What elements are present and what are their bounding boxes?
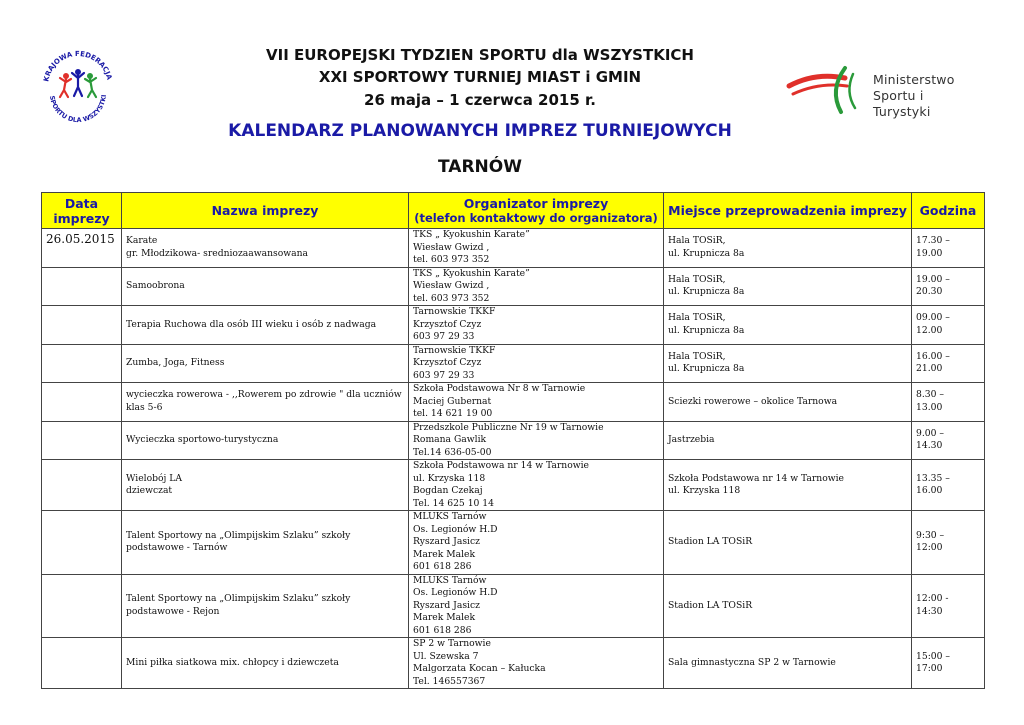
cell-place: Stadion LA TOSiR [664, 511, 912, 575]
table-row [42, 306, 985, 345]
cell-event-name: Mini piłka siatkowa mix. chłopcy i dziewczeta [122, 638, 409, 689]
cell-organizer: Tarnowskie TKKF Krzysztof Czyz 603 97 29 33 [409, 344, 664, 383]
cell-organizer: TKS „ Kyokushin Karate” Wiesław Gwizd , tel. 603 973 352 [409, 229, 664, 268]
cell-date [42, 460, 122, 511]
cell-organizer: Tarnowskie TKKF Krzysztof Czyz 603 97 29 33 [409, 306, 664, 345]
cell-organizer: Przedszkole Publiczne Nr 19 w Tarnowie Romana Gawlik Tel.14 636-05-00 [409, 421, 664, 460]
cell-organizer: MLUKS Tarnów Os. Legionów H.D Ryszard Jasicz Marek Malek 601 618 286 [409, 511, 664, 575]
cell-organizer: TKS „ Kyokushin Karate” Wiesław Gwizd , tel. 603 973 352 [409, 267, 664, 306]
cell-time: 16.00 – 21.00 [912, 344, 985, 383]
cell-date [42, 574, 122, 638]
ministry-logo [785, 64, 985, 119]
header-time: Godzina [912, 193, 985, 229]
header-date: Data imprezy [42, 193, 122, 229]
header-place: Miejsce przeprowadzenia imprezy [664, 193, 912, 229]
cell-time: 15:00 – 17:00 [912, 638, 985, 689]
cell-event-name: Karate gr. Młodzikowa- sredniozaawansowana [122, 229, 409, 268]
kfsdw-logo [38, 42, 118, 124]
cell-place: Jastrzebia [664, 421, 912, 460]
cell-organizer: MLUKS Tarnów Os. Legionów H.D Ryszard Jasicz Marek Malek 601 618 286 [409, 574, 664, 638]
svg-text:KRAJOWA FEDERACJA: KRAJOWA FEDERACJA [42, 49, 114, 83]
header-name: Nazwa imprezy [122, 193, 409, 229]
cell-event-name: Wielobój LA dziewczat [122, 460, 409, 511]
cell-event-name: Zumba, Joga, Fitness [122, 344, 409, 383]
cell-place: Szkoła Podstawowa nr 14 w Tarnowie ul. Krzyska 118 [664, 460, 912, 511]
cell-place: Hala TOSiR, ul. Krupnicza 8a [664, 267, 912, 306]
cell-time: 09.00 – 12.00 [912, 306, 985, 345]
date-range: 26 maja – 1 czerwca 2015 r. [364, 91, 596, 109]
table-row [42, 267, 985, 306]
cell-event-name: Terapia Ruchowa dla osób III wieku i osób z nadwaga [122, 306, 409, 345]
header-organizer-sub: (telefon kontaktowy do organizatora) [414, 210, 658, 225]
table-row [42, 383, 985, 422]
cell-date [42, 511, 122, 575]
cell-date: 26.05.2015 [42, 229, 122, 268]
cell-time: 9.00 – 14.30 [912, 421, 985, 460]
city-name: TARNÓW [438, 157, 522, 177]
table-row [42, 344, 985, 383]
cell-date [42, 638, 122, 689]
cell-event-name: Samoobrona [122, 267, 409, 306]
cell-place: Stadion LA TOSiR [664, 574, 912, 638]
cell-date [42, 344, 122, 383]
header-organizer-title: Organizator imprezy [463, 195, 609, 211]
cell-time: 8.30 – 13.00 [912, 383, 985, 422]
cell-organizer: Szkoła Podstawowa nr 14 w Tarnowie ul. Krzyska 118 Bogdan Czekaj Tel. 14 625 10 14 [409, 460, 664, 511]
table-row [42, 421, 985, 460]
cell-time: 19.00 – 20.30 [912, 267, 985, 306]
cell-organizer: Szkoła Podstawowa Nr 8 w Tarnowie Maciej Gubernat tel. 14 621 19 00 [409, 383, 664, 422]
cell-place: Sala gimnastyczna SP 2 w Tarnowie [664, 638, 912, 689]
table-row [42, 229, 985, 268]
cell-time: 9:30 – 12:00 [912, 511, 985, 575]
table-header-row [42, 193, 985, 229]
cell-event-name: Wycieczka sportowo-turystyczna [122, 421, 409, 460]
calendar-title: KALENDARZ PLANOWANYCH IMPREZ TURNIEJOWYCH [228, 121, 732, 141]
cell-organizer: SP 2 w Tarnowie Ul. Szewska 7 Malgorzata Kocan – Kałucka Tel. 146557367 [409, 638, 664, 689]
cell-event-name: wycieczka rowerowa - ,,Rowerem po zdrowie " dla uczniów klas 5-6 [122, 383, 409, 422]
ministry-line1: Ministerstwo [873, 72, 955, 87]
header-organizer [409, 193, 664, 229]
event-title: VII EUROPEJSKI TYDZIEN SPORTU dla WSZYSTKICH [266, 46, 694, 64]
cell-place: Hala TOSiR, ul. Krupnicza 8a [664, 344, 912, 383]
cell-time: 12:00 - 14:30 [912, 574, 985, 638]
cell-event-name: Talent Sportowy na „Olimpijskim Szlaku” szkoły podstawowe - Tarnów [122, 511, 409, 575]
cell-date [42, 383, 122, 422]
table-row [42, 511, 985, 575]
cell-date [42, 421, 122, 460]
cell-time: 13.35 – 16.00 [912, 460, 985, 511]
events-table [41, 192, 985, 689]
cell-event-name: Talent Sportowy na „Olimpijskim Szlaku” szkoły podstawowe - Rejon [122, 574, 409, 638]
table-row [42, 460, 985, 511]
cell-place: Hala TOSiR, ul. Krupnicza 8a [664, 229, 912, 268]
table-row [42, 638, 985, 689]
cell-date [42, 306, 122, 345]
cell-place: Hala TOSiR, ul. Krupnicza 8a [664, 306, 912, 345]
cell-time: 17.30 – 19.00 [912, 229, 985, 268]
svg-text:SPORTU DLA WSZYSTKICH: SPORTU DLA WSZYSTKI [47, 94, 109, 124]
table-row [42, 574, 985, 638]
ministry-line2: Sportu i Turystyki [873, 88, 931, 119]
cell-place: Sciezki rowerowe – okolice Tarnowa [664, 383, 912, 422]
cell-date [42, 267, 122, 306]
tournament-title: XXI SPORTOWY TURNIEJ MIAST i GMIN [318, 68, 642, 86]
